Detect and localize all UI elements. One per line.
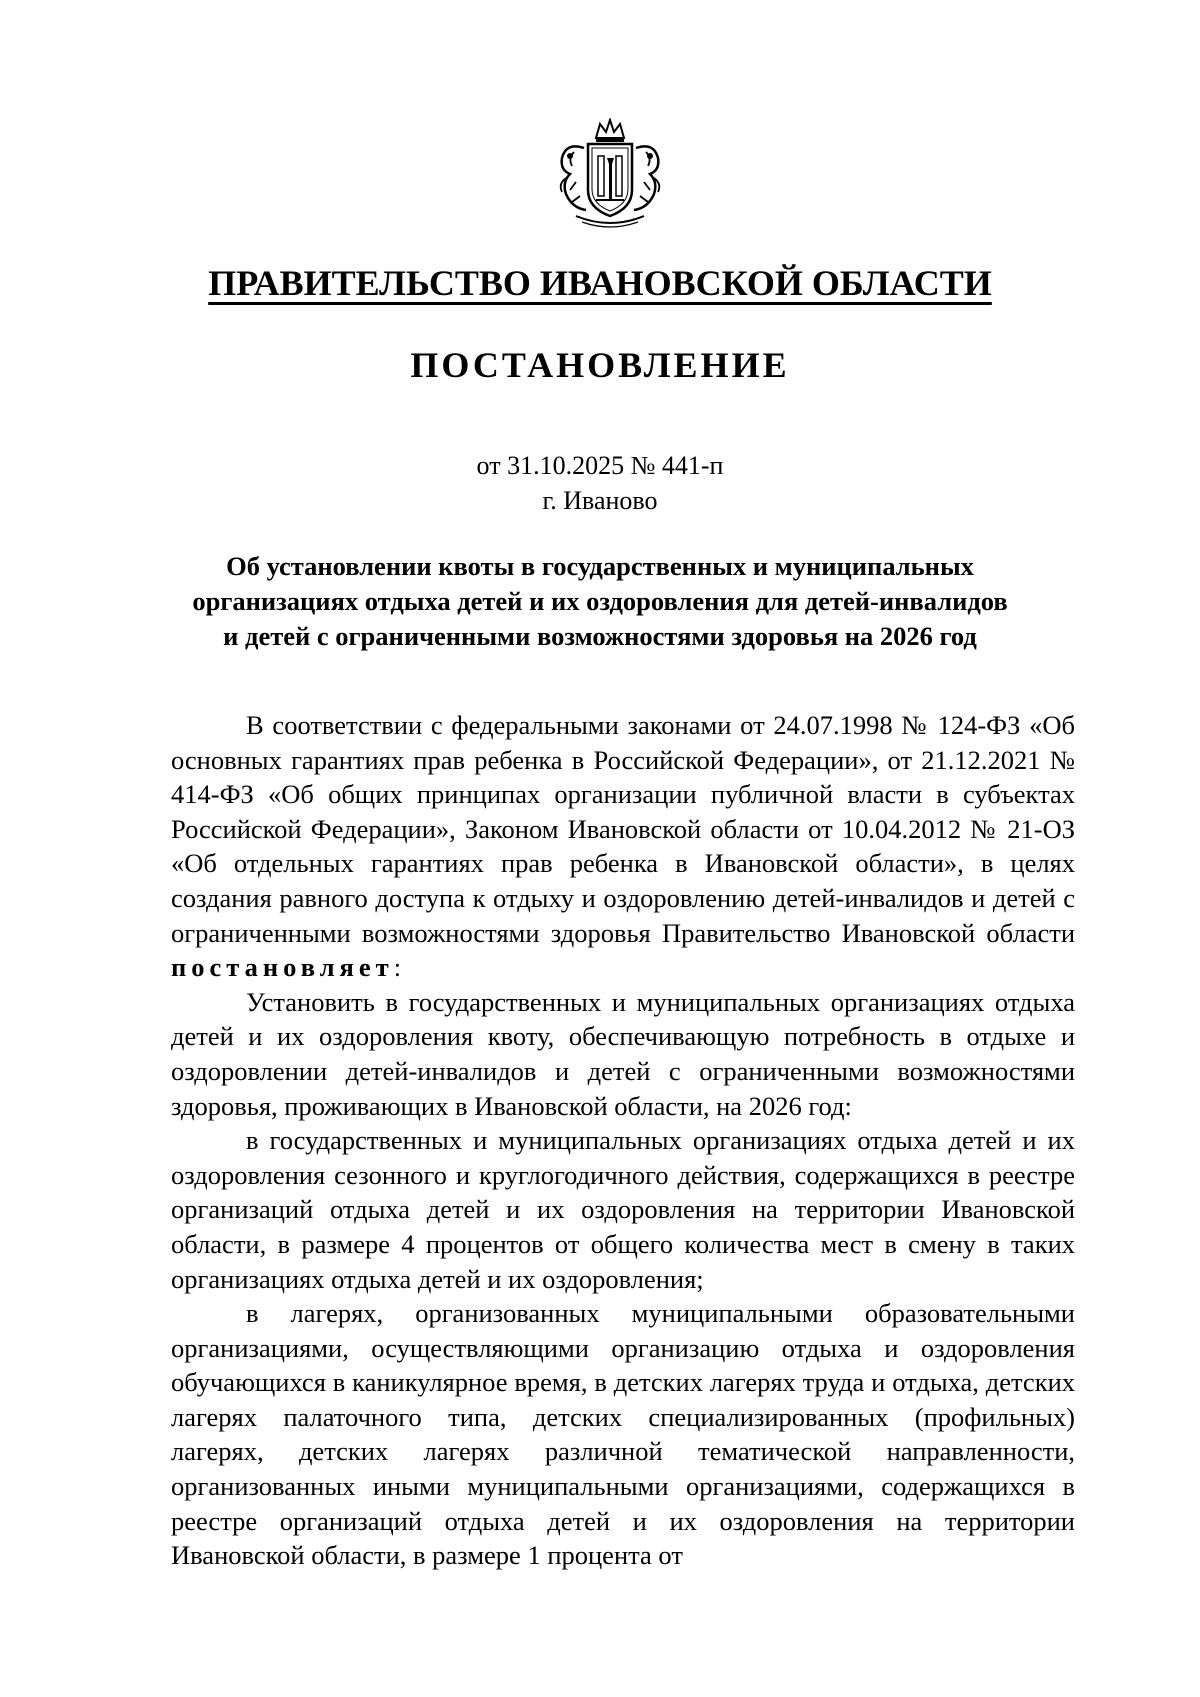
- paragraph-item: в государственных и муниципальных организациях отдыха детей и их оздоровления сезонного и круглогодичного действия, содержащихся в реестре организаций отдыха детей и их оздоровления на территории Ивановской области, в размере 4 процентов от общего количества мест в смену в таких организациях отдыха детей и их оздоровления;: [171, 1125, 1075, 1294]
- document-subject: [150, 549, 1050, 654]
- paragraph-preamble: [171, 708, 1075, 985]
- paragraph-quota: Установить в государственных и муниципальных организациях отдыха детей и их оздоровления квоту, обеспечивающую потребность в отдыхе и оздоровлении детей-инвалидов и детей с ограниченными возможностями здоровья, проживающих в Ивановской области, на 2026 год:: [171, 986, 1075, 1121]
- subject-line: и детей с ограниченными возможностями здоровья на 2026 год: [223, 621, 977, 651]
- subject-line: Об установлении квоты в государственных и муниципальных: [226, 551, 974, 581]
- date-block: [0, 448, 1200, 518]
- preamble-text: В соответствии с федеральными законами от 24.07.1998 № 124-ФЗ «Об основных гарантиях прав ребенка в Российской Федерации», от 21.12.2021 № 414-ФЗ «Об общих принципах организации публичной власти в субъектах Российской Федерации», Законом Ивановской области от 10.04.2012 № 21-ОЗ «Об отдельных гарантиях прав ребенка в Ивановской области», в целях создания равного доступа к отдыху и оздоровлению детей-инвалидов и детей с ограниченными возможностями здоровья Правительство Ивановской области: [171, 710, 1075, 948]
- paragraph-item: в лагерях, организованных муниципальными образовательными организациями, осуществляющими организацию отдыха и оздоровления обучающихся в каникулярное время, в детских лагерях труда и отдыха, детских лагерях палаточного типа, детских специализированных (профильных) лагерях, детских лагерях различной тематической направленности, организованных иными муниципальными организациями, содержащихся в реестре организаций отдыха детей и их оздоровления на территории Ивановской области, в размере 1 процента от: [171, 1298, 1075, 1571]
- date-number: от 31.10.2025 № 441-п: [476, 451, 724, 480]
- city: г. Иваново: [542, 486, 658, 515]
- organization-heading: [0, 262, 1200, 304]
- coat-of-arms-icon: [552, 118, 668, 230]
- document-type-heading: ПОСТАНОВЛЕНИЕ: [410, 345, 790, 385]
- organization-name: ПРАВИТЕЛЬСТВО ИВАНОВСКОЙ ОБЛАСТИ: [208, 263, 992, 303]
- preamble-colon: :: [393, 952, 402, 983]
- subject-line: организациях отдыха детей и их оздоровления для детей-инвалидов: [192, 586, 1008, 616]
- document-body: [171, 708, 1075, 1573]
- decree-word: постановляет: [171, 952, 394, 983]
